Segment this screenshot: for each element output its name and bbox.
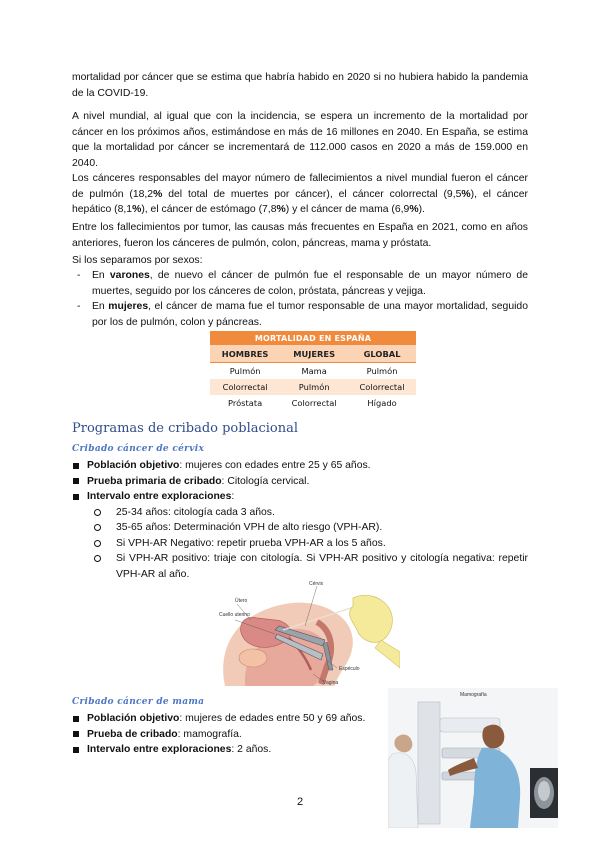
bullet-circle-icon (94, 555, 101, 562)
label-speculum: Espéculo (339, 666, 360, 672)
column-header-men: HOMBRES (210, 345, 280, 363)
table-cell: Colorrectal (280, 395, 348, 411)
speculum-illustration (205, 578, 400, 686)
list-item: Prueba de cribado: mamografía. (72, 727, 388, 743)
paragraph-covid-mortality: mortalidad por cáncer que se estima que habría habido en 2020 si no hubiera habido la pandemia de la COVID-19. (72, 72, 528, 99)
cervix-interval-sublist (87, 505, 528, 583)
list-item: Población objetivo: mujeres de edades entre 50 y 69 años. (72, 711, 388, 727)
bullet-square-icon (73, 747, 79, 753)
table-cell: Colorrectal (348, 379, 416, 395)
list-item: Prueba primaria de cribado: Citología cervical. (72, 474, 528, 490)
sublist-item: Si VPH-AR Negativo: repetir prueba VPH-AR a los 5 años. (87, 536, 528, 552)
table-cell: Pulmón (280, 379, 348, 395)
table-cell: Hígado (348, 395, 416, 411)
list-item: Población objetivo: mujeres con edades entre 25 y 65 años. (72, 458, 528, 474)
list-item: Intervalo entre exploraciones: 2 años. (72, 742, 388, 758)
bullet-square-icon (73, 494, 79, 500)
label-uterus: Útero (235, 598, 248, 604)
section-title-screening: Programas de cribado poblacional (72, 421, 299, 436)
table-row (210, 363, 416, 380)
subtitle-breast: Cribado cáncer de mama (72, 697, 205, 707)
bullet-square-icon (73, 716, 79, 722)
label-cervix: Cérvix (309, 581, 324, 587)
table-cell: Pulmón (348, 363, 416, 380)
table-title: MORTALIDAD EN ESPAÑA (210, 331, 416, 345)
sex-list (72, 268, 528, 330)
paragraph-by-sex-intro: Si los separamos por sexos: (72, 255, 203, 266)
list-item-women: - En mujeres, el cáncer de mama fue el tumor responsable de una mayor mortalidad, seguido por los de pulmón, colon y páncreas. (77, 301, 528, 328)
sublist-item: 25-34 años: citología cada 3 años. (87, 505, 528, 521)
bullet-circle-icon (94, 524, 101, 531)
table-cell: Colorrectal (210, 379, 280, 395)
column-header-women: MUJERES (280, 345, 348, 363)
cervix-list (72, 458, 528, 582)
table-row (210, 379, 416, 395)
list-item-men: - En varones, de nuevo el cáncer de pulmón fue el responsable de un mayor número de muertes, seguido por los cánceres de colon, próstata, páncreas y vejiga. (77, 270, 528, 297)
paragraph-spain-causes: Entre los fallecimientos por tumor, las causas más frecuentes en España en 2021, como en años anteriores, fueron los cánceres de pulmón, colon, páncreas, mama y próstata. (72, 222, 528, 249)
subtitle-cervix: Cribado cáncer de cérvix (72, 444, 205, 454)
column-header-global: GLOBAL (348, 345, 416, 363)
breast-list (72, 711, 388, 758)
table-cell: Próstata (210, 395, 280, 411)
bullet-square-icon (73, 478, 79, 484)
label-cervical-canal: Cuello uterino (219, 612, 250, 618)
list-item: Intervalo entre exploraciones: 25-34 años: citología cada 3 años. 35-65 años: Determinación VPH de alto riesgo (VPH-AR). Si VPH-AR Negativo: repetir prueba VPH-AR a los 5 años. Si VPH-AR positivo: triaje con citología. Si VPH-AR positivo y citología negativa: repetir VPH-AR al año. (72, 489, 528, 582)
label-vagina: Vagina (323, 680, 339, 686)
sublist-item: Si VPH-AR positivo: triaje con citología. Si VPH-AR positivo y citología negativa: repetir VPH-AR al año. (87, 551, 528, 582)
bullet-circle-icon (94, 509, 101, 516)
bullet-square-icon (73, 463, 79, 469)
paragraph-top-cancers: Los cánceres responsables del mayor número de fallecimientos a nivel mundial fueron el cáncer de pulmón (18,2% del total de muertes por cáncer), el cáncer colorrectal (9,5%), el cáncer hepático (8,1%), el cáncer de estómago (7,8%) y el cáncer de mama (6,9%). (72, 173, 528, 215)
bullet-square-icon (73, 731, 79, 737)
table-row (210, 395, 416, 411)
mortality-table (210, 331, 416, 411)
table-cell: Mama (280, 363, 348, 380)
sublist-item: 35-65 años: Determinación VPH de alto riesgo (VPH-AR). (87, 520, 528, 536)
label-mammography: Mamografía (460, 692, 487, 698)
bullet-circle-icon (94, 540, 101, 547)
table-cell: Pulmón (210, 363, 280, 380)
paragraph-world-mortality: A nivel mundial, al igual que con la incidencia, se espera un incremento de la mortalidad por cáncer en los próximos años, estimándose en más de 16 millones en 2040. En España, se estima que la mortalidad por cáncer se incrementará de 112.000 casos en 2020 a más de 159.000 en 2040. (72, 111, 528, 169)
page-number: 2 (296, 796, 304, 808)
